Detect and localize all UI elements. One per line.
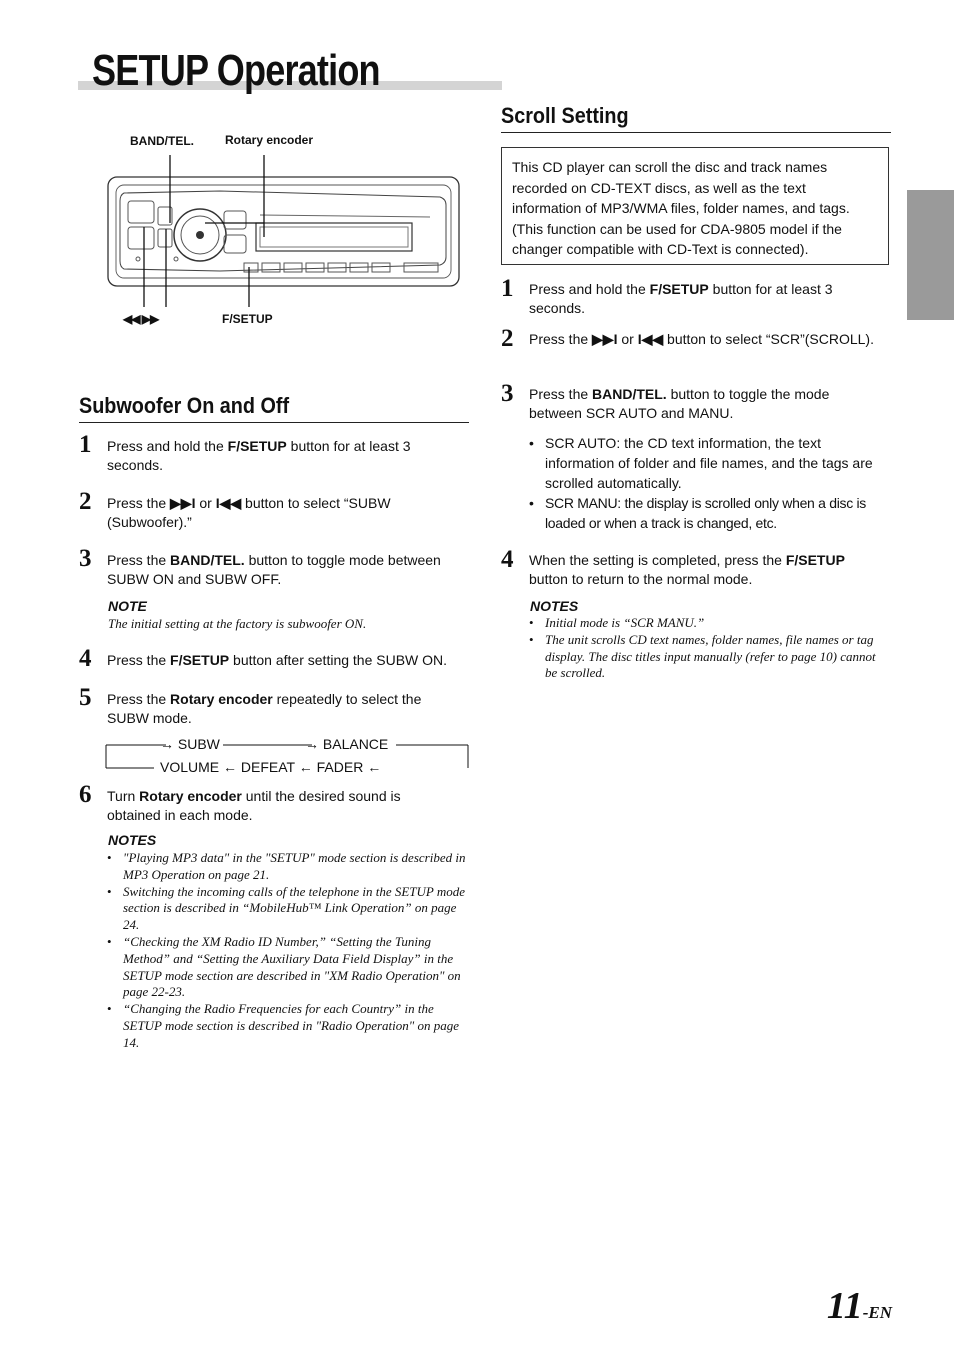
step-number: 2	[79, 488, 92, 515]
notes-heading: NOTES	[108, 832, 157, 848]
step-text: Press and hold the F/SETUP button for at least 3 seconds.	[107, 438, 411, 473]
scroll-info-box: This CD player can scroll the disc and track names recorded on CD-TEXT discs, as well as the text information of MP3/WMA files, folder names, and tags. (This function can be used for CDA-9805 model if the changer compatible with CD-Text is connected).	[501, 147, 889, 265]
note-text: The initial setting at the factory is subwoofer ON.	[108, 616, 367, 631]
scroll-heading-rule	[501, 132, 891, 133]
label-rotary-encoder: Rotary encoder	[225, 133, 314, 147]
step-text: Press the BAND/TEL. button to toggle mode between SUBW ON and SUBW OFF.	[107, 552, 441, 587]
subwoofer-heading: Subwoofer On and Off	[79, 393, 290, 418]
step-text: Press the Rotary encoder repeatedly to select the SUBW mode.	[107, 691, 422, 726]
step-text: Turn Rotary encoder until the desired sound is obtained in each mode.	[107, 788, 401, 823]
note-item: • Initial mode is “SCR MANU.”	[529, 615, 884, 632]
note-item: • “Checking the XM Radio ID Number,” “Setting the Tuning Method” and “Setting the Auxiliary Data Field Display” in the SETUP mode section are described in "XM Radio Operation" on page 22-23.	[107, 934, 467, 1001]
step-number: 3	[501, 380, 514, 407]
scroll-mode-bullets	[529, 433, 891, 533]
scroll-heading: Scroll Setting	[501, 103, 629, 128]
step-number: 2	[501, 325, 514, 352]
note-heading: NOTE	[108, 598, 147, 614]
label-f-setup: F/SETUP	[222, 312, 273, 326]
note-item: • "Playing MP3 data" in the "SETUP" mode section is described in MP3 Operation on page 21.	[107, 850, 467, 884]
flow-bottom-row: VOLUME ← DEFEAT ← FADER ←	[160, 759, 382, 775]
step-text: Press the F/SETUP button after setting the SUBW ON.	[107, 652, 448, 668]
step-text: When the setting is completed, press the F/SETUP button to return to the normal mode.	[529, 552, 845, 587]
subwoofer-heading-rule	[79, 422, 469, 423]
step-number: 6	[79, 781, 92, 808]
step-number: 4	[79, 645, 92, 672]
page-title: SETUP Operation	[92, 46, 380, 95]
note-item: • “Changing the Radio Frequencies for each Country” in the SETUP mode section is described in "Radio Operation" on page 14.	[107, 1001, 467, 1051]
label-band-tel: BAND/TEL.	[130, 134, 194, 148]
bullet-item: • SCR MANU: the display is scrolled only when a disc is loaded or when a track is changed, etc.	[529, 493, 891, 533]
step-number: 5	[79, 684, 92, 711]
section-side-tab	[907, 190, 954, 320]
flow-subw: → SUBW	[160, 736, 220, 752]
step-text: Press and hold the F/SETUP button for at least 3 seconds.	[529, 281, 833, 316]
step-number: 1	[501, 275, 514, 302]
notes-heading: NOTES	[530, 598, 579, 614]
note-item: • The unit scrolls CD text names, folder names, file names or tag display. The disc titles input manually (refer to page 10) cannot be scrolled.	[529, 632, 884, 682]
step-number: 1	[79, 431, 92, 458]
step-text: Press the ▶▶I or I◀◀ button to select “SCR”(SCROLL).	[529, 331, 874, 347]
step-text: Press the BAND/TEL. button to toggle the mode between SCR AUTO and MANU.	[529, 386, 830, 421]
note-item: • Switching the incoming calls of the telephone in the SETUP mode section is described in “MobileHub™ Link Operation” on page 24.	[107, 884, 467, 934]
page-number: 11-EN	[826, 1285, 892, 1327]
step-number: 4	[501, 546, 514, 573]
bullet-item: • SCR AUTO: the CD text information, the text information of folder and file names, and the tags are scrolled automatically.	[529, 433, 891, 493]
step-text: Press the ▶▶I or I◀◀ button to select “SUBW (Subwoofer).”	[107, 495, 391, 530]
scroll-notes-list	[529, 615, 884, 682]
subwoofer-notes-list	[107, 850, 467, 1052]
flow-balance: → BALANCE	[305, 736, 389, 752]
label-skip-buttons: ◀◀ ▶▶	[123, 312, 159, 326]
step-number: 3	[79, 545, 92, 572]
head-unit-illustration	[100, 145, 470, 315]
